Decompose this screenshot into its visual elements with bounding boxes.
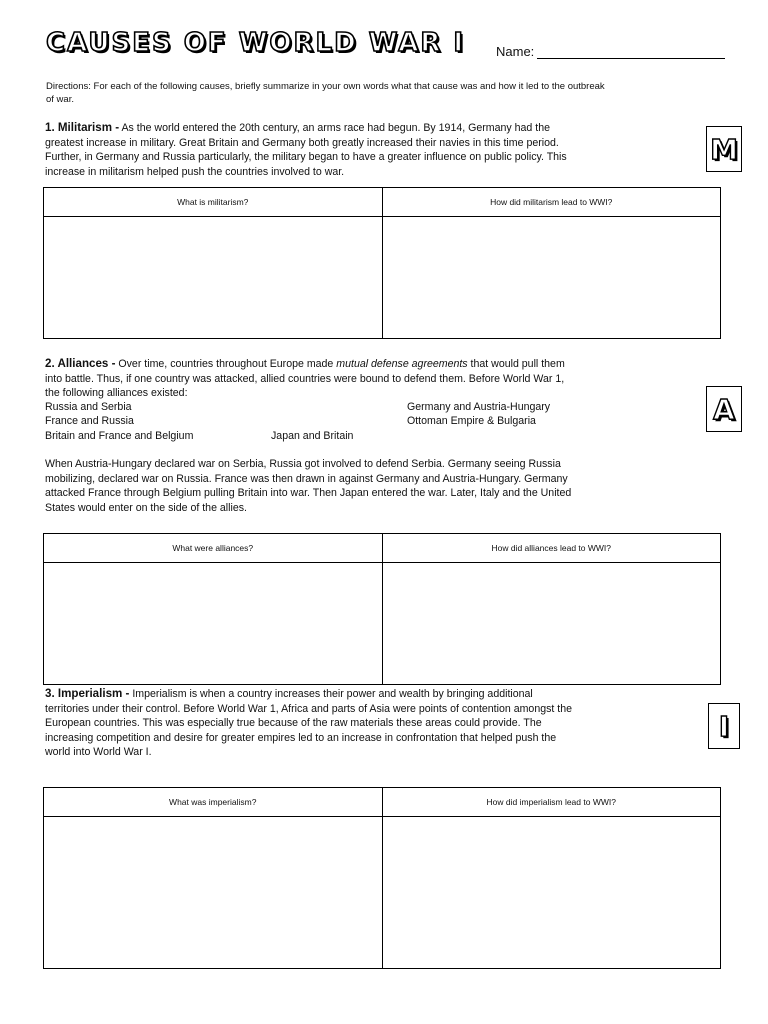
name-label: Name: <box>496 44 535 59</box>
alliances-heading: 2. Alliances - <box>45 357 116 370</box>
directions: Directions: For each of the following causes, briefly summarize in your own words what that cause was and how it led to the outbreak of war. <box>46 81 605 105</box>
militarism-letter-box <box>706 126 742 172</box>
alliance-item: Russia and Serbia <box>45 401 132 413</box>
alliances-letter: A <box>713 392 735 426</box>
alliance-item: Ottoman Empire & Bulgaria <box>407 415 536 427</box>
militarism-answer-1[interactable] <box>44 217 383 339</box>
militarism-heading: 1. Militarism - <box>45 121 120 134</box>
alliances-text-em: mutual defense agreements <box>336 358 468 370</box>
alliances-text-b: that would pull them into battle. Thus, if one country was attacked, allied countries were bound to defend them. Before World War 1, the following alliances existed: <box>45 358 565 399</box>
alliances-answer-1[interactable] <box>44 563 383 685</box>
militarism-text: As the world entered the 20th century, an arms race had begun. By 1914, Germany had the greatest increase in military. Great Britain and Germany both greatly increased their navies in this time period. Further, in Germany and Russia particularly, the military began to have a greater influence on public policy. This increase in militarism helped push the countries involved to war. <box>45 122 567 178</box>
imperialism-heading: 3. Imperialism - <box>45 687 130 700</box>
alliances-text-a: Over time, countries throughout Europe made <box>115 358 337 370</box>
alliance-item: France and Russia <box>45 415 134 427</box>
imperialism-letter: I <box>718 709 730 743</box>
imperialism-table <box>43 787 721 969</box>
alliances-col1-header: What were alliances? <box>44 534 383 563</box>
imperialism-answer-1[interactable] <box>44 817 383 969</box>
alliance-item: Britain and France and Belgium <box>45 430 194 442</box>
imperialism-paragraph <box>45 687 575 760</box>
name-field[interactable] <box>496 44 725 59</box>
imperialism-col1-header: What was imperialism? <box>44 788 383 817</box>
militarism-paragraph <box>45 121 590 179</box>
imperialism-text: Imperialism is when a country increases their power and wealth by bringing additional territories under their control. Before World War 1, Africa and parts of Asia were points of contention amongst the European countries. This was especially true because of the raw materials these areas could provide. The increasing competition and desire for greater empires led to an increase in confrontation that helped push the world into World War I. <box>45 688 573 758</box>
alliances-table <box>43 533 721 685</box>
alliances-col2-header: How did alliances lead to WWI? <box>382 534 721 563</box>
alliance-item: Germany and Austria-Hungary <box>407 401 551 413</box>
alliances-paragraph <box>45 357 580 401</box>
militarism-col1-header: What is militarism? <box>44 188 383 217</box>
alliances-paragraph-2: When Austria-Hungary declared war on Serbia, Russia got involved to defend Serbia. Germany seeing Russia mobilizing, declared war on Russia. France was then drawn in against Germany and Austria-Hungary. Germany attacked France through Belgium pulling Britain into war. Then Japan entered the war. Later, Italy and the United States would enter on the side of the allies. <box>45 458 572 514</box>
page-title: CAUSES OF WORLD WAR I <box>46 28 466 58</box>
militarism-table <box>43 187 721 339</box>
militarism-col2-header: How did militarism lead to WWI? <box>382 188 721 217</box>
imperialism-col2-header: How did imperialism lead to WWI? <box>382 788 721 817</box>
imperialism-answer-2[interactable] <box>382 817 721 969</box>
alliances-letter-box <box>706 386 742 432</box>
alliances-answer-2[interactable] <box>382 563 721 685</box>
name-line[interactable] <box>537 46 725 59</box>
militarism-answer-2[interactable] <box>382 217 721 339</box>
militarism-letter: M <box>710 132 738 166</box>
imperialism-letter-box <box>708 703 740 749</box>
alliance-item: Japan and Britain <box>271 430 354 442</box>
